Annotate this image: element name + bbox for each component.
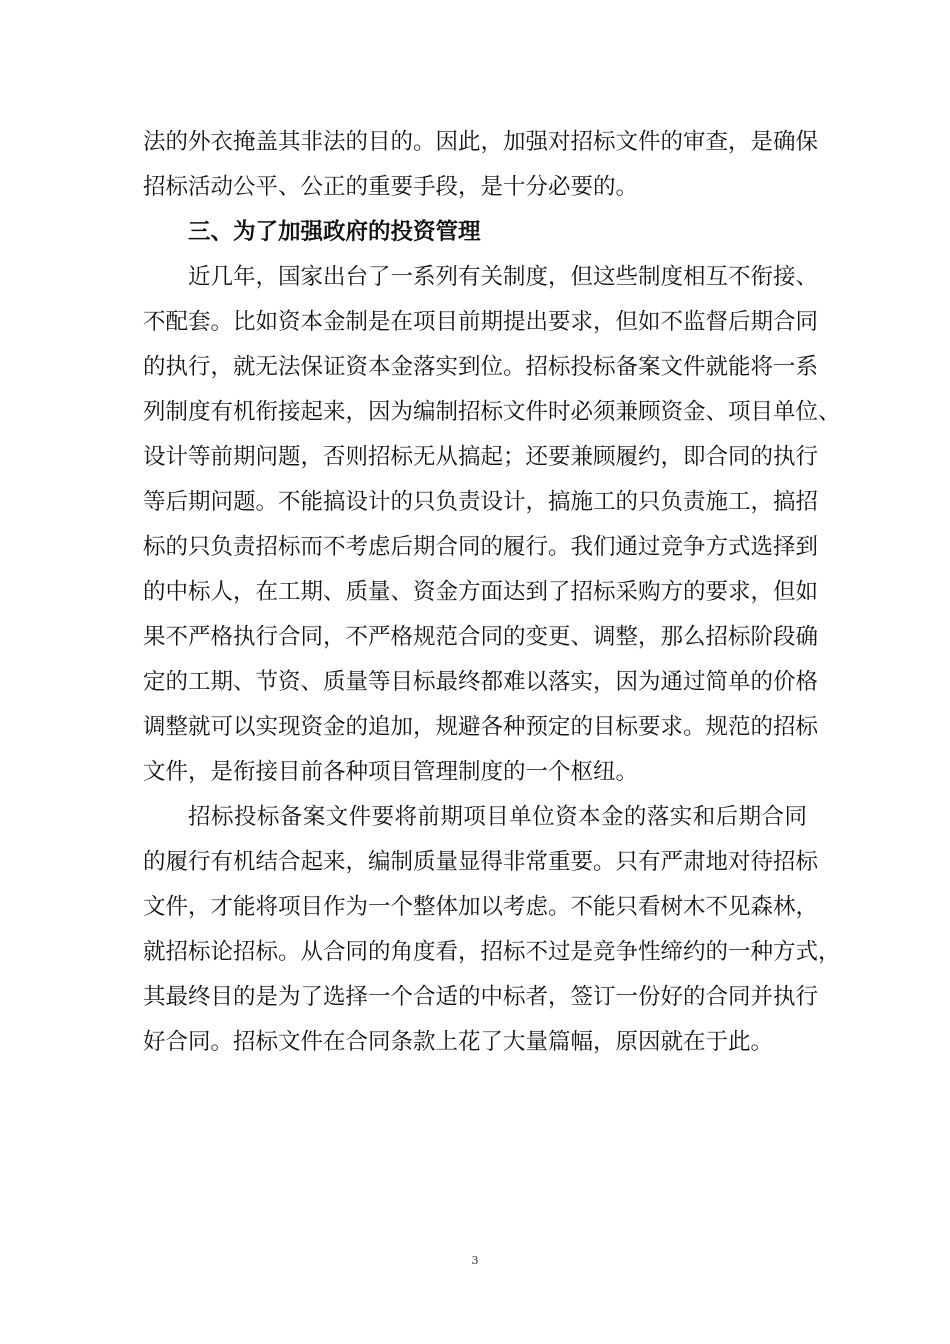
paragraph-2-line-3: 文件，才能将项目作为一个整体加以考虑。不能只看树木不见森林， [143, 894, 819, 920]
paragraph-1-line-3: 的执行，就无法保证资本金落实到位。招标投标备案文件就能将一系 [143, 354, 819, 380]
paragraph-1-line-6: 等后期问题。不能搞设计的只负责设计，搞施工的只负责施工，搞招 [143, 489, 819, 515]
paragraph-1-line-2: 不配套。比如资本金制是在项目前期提出要求，但如不监督后期合同 [143, 309, 819, 335]
paragraph-2-line-2: 的履行有机结合起来，编制质量显得非常重要。只有严肃地对待招标 [143, 849, 819, 875]
paragraph-2-line-1: 招标投标备案文件要将前期项目单位资本金的落实和后期合同 [188, 804, 807, 830]
page-number: 3 [471, 1254, 479, 1267]
section-heading: 三、为了加强政府的投资管理 [188, 219, 481, 245]
paragraph-1-line-8: 的中标人，在工期、质量、资金方面达到了招标采购方的要求，但如 [143, 579, 819, 605]
paragraph-intro-line-2: 招标活动公平、公正的重要手段，是十分必要的。 [143, 174, 639, 200]
paragraph-2-line-4: 就招标论招标。从合同的角度看，招标不过是竞争性缔约的一种方式， [143, 939, 841, 965]
paragraph-2-line-6: 好合同。招标文件在合同条款上花了大量篇幅，原因就在于此。 [143, 1029, 774, 1055]
paragraph-1-line-9: 果不严格执行合同，不严格规范合同的变更、调整，那么招标阶段确 [143, 624, 819, 650]
paragraph-1-line-1: 近几年，国家出台了一系列有关制度，但这些制度相互不衔接、 [188, 264, 819, 290]
paragraph-1-line-4: 列制度有机衔接起来，因为编制招标文件时必须兼顾资金、项目单位、 [143, 399, 841, 425]
paragraph-1-line-5: 设计等前期问题，否则招标无从搞起；还要兼顾履约，即合同的执行 [143, 444, 819, 470]
paragraph-1-line-12: 文件，是衔接目前各种项目管理制度的一个枢纽。 [143, 759, 639, 785]
paragraph-1-line-11: 调整就可以实现资金的追加，规避各种预定的目标要求。规范的招标 [143, 714, 819, 740]
paragraph-1-line-7: 标的只负责招标而不考虑后期合同的履行。我们通过竞争方式选择到 [143, 534, 819, 560]
paragraph-2-line-5: 其最终目的是为了选择一个合适的中标者，签订一份好的合同并执行 [143, 984, 819, 1010]
paragraph-1-line-10: 定的工期、节资、质量等目标最终都难以落实，因为通过简单的价格 [143, 669, 819, 695]
paragraph-intro-line-1: 法的外衣掩盖其非法的目的。因此，加强对招标文件的审查，是确保 [143, 129, 819, 155]
